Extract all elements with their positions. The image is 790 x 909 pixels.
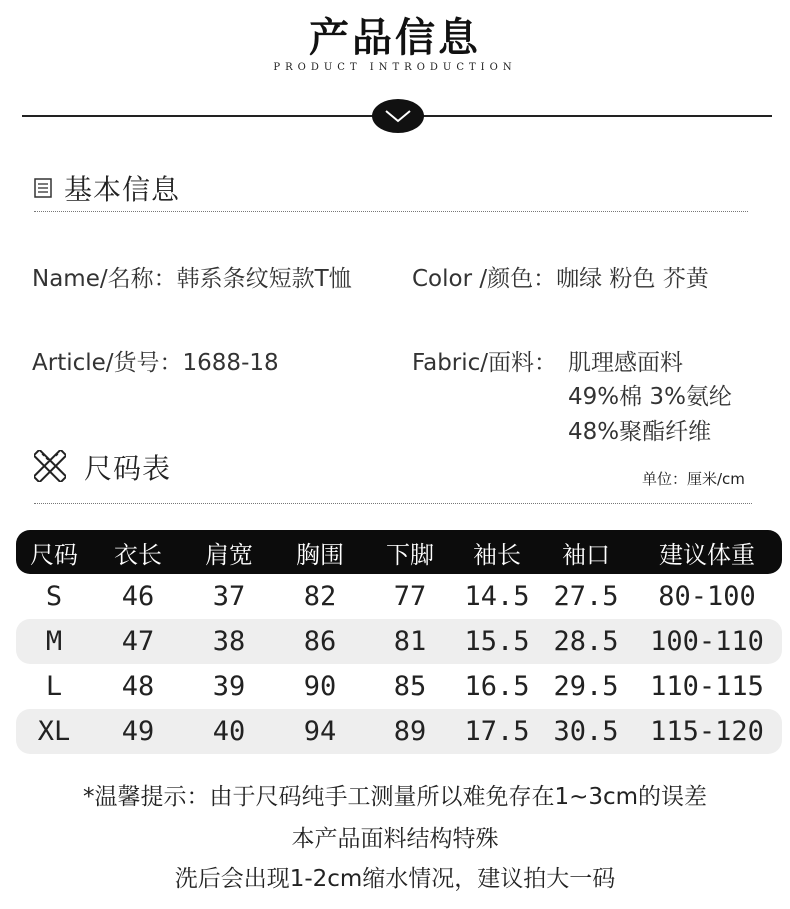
fabric-line: 肌理感面料 xyxy=(568,350,683,376)
care-note: *温馨提示：由于尺码纯手工测量所以难免存在1~3cm的误差 xyxy=(82,784,708,810)
table-cell: M xyxy=(45,626,63,657)
table-cell: 100-110 xyxy=(650,626,764,657)
table-cell: 110-115 xyxy=(650,671,764,702)
article-number: Article/货号：1688-18 xyxy=(32,350,279,376)
table-cell: 17.5 xyxy=(464,716,530,747)
table-cell: 77 xyxy=(393,581,427,612)
size-chart-heading: 尺码表 xyxy=(84,452,172,485)
table-cell: 40 xyxy=(212,716,246,747)
table-cell: 30.5 xyxy=(553,716,619,747)
table-cell: S xyxy=(45,581,63,612)
care-note: 本产品面料结构特殊 xyxy=(291,826,499,852)
table-row xyxy=(16,664,782,709)
column-header: 肩宽 xyxy=(205,540,253,569)
fabric-line: 49%棉 3%氨纶 xyxy=(568,384,732,410)
table-cell: 89 xyxy=(393,716,427,747)
section-divider xyxy=(34,211,748,212)
table-cell: 82 xyxy=(303,581,337,612)
table-cell: 38 xyxy=(212,626,246,657)
table-row xyxy=(16,709,782,754)
care-note: 洗后会出现1-2cm缩水情况，建议拍大一码 xyxy=(174,866,616,892)
column-header: 建议体重 xyxy=(659,540,755,569)
table-cell: XL xyxy=(37,716,71,747)
table-cell: 28.5 xyxy=(553,626,619,657)
table-cell: 80-100 xyxy=(658,581,756,612)
column-header: 下脚 xyxy=(386,540,434,569)
table-cell: 86 xyxy=(303,626,337,657)
table-cell: 90 xyxy=(303,671,337,702)
table-cell: 14.5 xyxy=(464,581,530,612)
table-row xyxy=(16,574,782,619)
table-cell: 49 xyxy=(121,716,155,747)
table-cell: 39 xyxy=(212,671,246,702)
table-cell: 47 xyxy=(121,626,155,657)
column-header: 袖口 xyxy=(562,540,610,569)
table-cell: 115-120 xyxy=(650,716,764,747)
table-cell: 48 xyxy=(121,671,155,702)
unit-label: 单位：厘米/cm xyxy=(642,470,745,488)
basic-info-heading: 基本信息 xyxy=(64,173,181,206)
table-cell: 46 xyxy=(121,581,155,612)
fabric-label: Fabric/面料： xyxy=(412,350,558,376)
column-header: 尺码 xyxy=(30,540,78,569)
table-cell: 37 xyxy=(212,581,246,612)
chevron-down-badge xyxy=(372,99,424,133)
chevron-down-icon xyxy=(384,109,412,123)
table-cell: 94 xyxy=(303,716,337,747)
document-list-icon xyxy=(34,178,52,198)
page-title: 产品信息 xyxy=(309,15,481,61)
table-row xyxy=(16,619,782,664)
column-header: 胸围 xyxy=(296,540,344,569)
section-divider xyxy=(34,503,752,504)
size-table xyxy=(16,530,782,754)
table-cell: 81 xyxy=(393,626,427,657)
page-subtitle: PRODUCT INTRODUCTION xyxy=(273,62,517,73)
fabric-line: 48%聚酯纤维 xyxy=(568,419,712,445)
table-cell: L xyxy=(45,671,63,702)
table-header-row xyxy=(16,530,782,574)
table-cell: 15.5 xyxy=(464,626,530,657)
column-header: 袖长 xyxy=(473,540,521,569)
ruler-pencil-icon xyxy=(34,450,66,482)
table-cell: 29.5 xyxy=(553,671,619,702)
product-colors: Color /颜色：咖绿 粉色 芥黄 xyxy=(412,266,709,292)
table-cell: 85 xyxy=(393,671,427,702)
table-cell: 27.5 xyxy=(553,581,619,612)
product-name: Name/名称：韩系条纹短款T恤 xyxy=(32,266,352,292)
column-header: 衣长 xyxy=(114,540,162,569)
table-cell: 16.5 xyxy=(464,671,530,702)
